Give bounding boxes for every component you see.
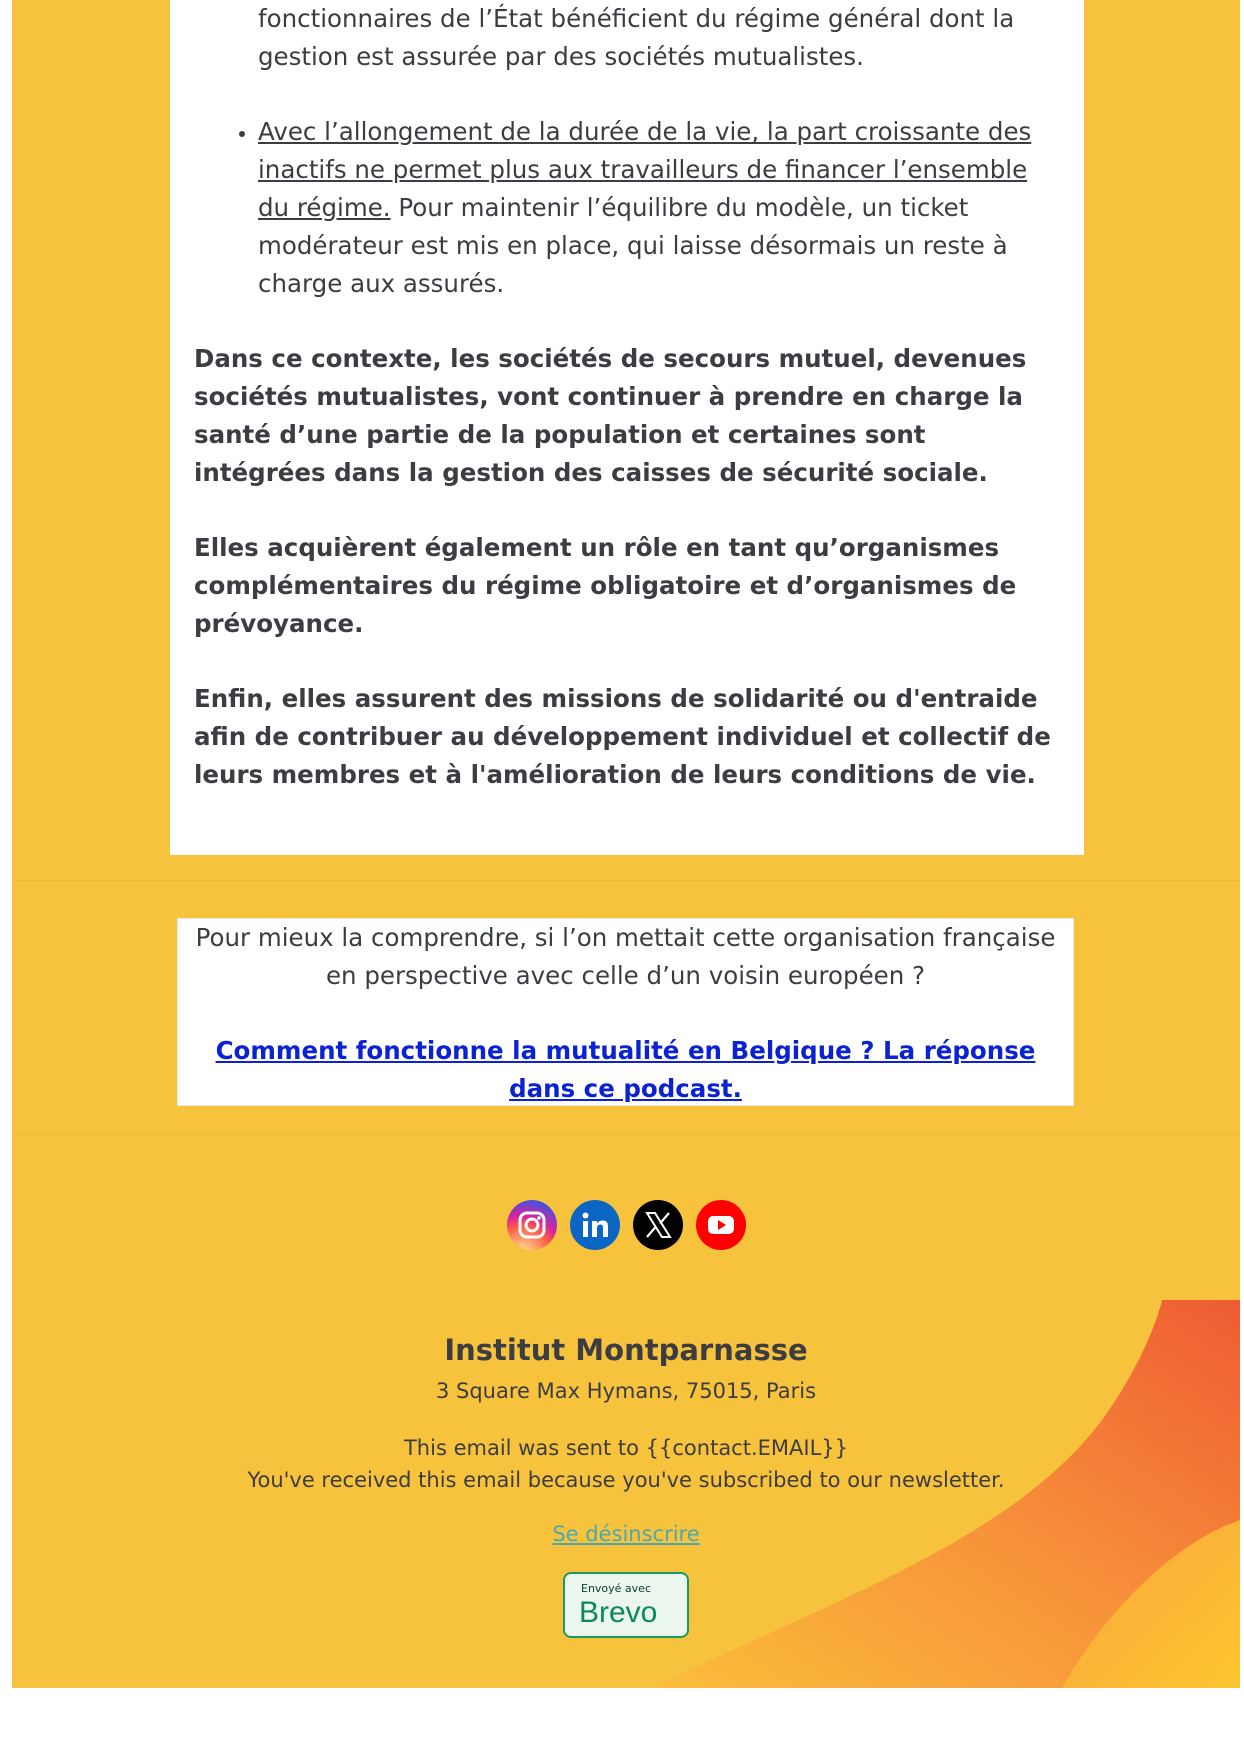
unsubscribe-link[interactable]: Se désinscrire [552,1522,700,1546]
subscription-reason: You've received this email because you've subscribed to our newsletter. [247,1468,1005,1492]
bullet-text: fonctionnaires de l’État bénéficient du régime général dont la gestion est assurée par des sociétés mutualistes. [258,4,1015,71]
sent-to-text: This email was sent to {{contact.EMAIL}} [403,1436,849,1460]
youtube-icon[interactable] [696,1200,746,1250]
podcast-link[interactable]: Comment fonctionne la mutualité en Belgique ? La réponse dans ce podcast. [215,1036,1036,1104]
article-card [170,0,1084,855]
paragraph: Elles acquièrent également un rôle en tant qu’organismes complémentaires du régime obligatoire et d’organismes de prévoyance. [194,533,1017,638]
promo-box [177,918,1074,1106]
footer [12,1330,1240,1642]
divider [12,880,1240,881]
article-bullet-list [194,0,1056,302]
list-item [258,0,1056,76]
list-item [258,113,1056,302]
organization-address: 3 Square Max Hymans, 75015, Paris [435,1379,817,1403]
organization-name: Institut Montparnasse [444,1333,808,1367]
social-links [12,1200,1240,1250]
sent-to-notice [12,1432,1240,1496]
paragraph: Enfin, elles assurent des missions de solidarité ou d'entraide afin de contribuer au développement individuel et collectif de leurs membres et à l'amélioration de leurs conditions de vie. [194,684,1051,789]
promo-text: Pour mieux la comprendre, si l’on mettait cette organisation française en perspective avec celle d’un voisin européen ? [195,923,1056,990]
x-twitter-icon[interactable] [633,1200,683,1250]
brevo-logo: Brevo [579,1596,658,1629]
instagram-icon[interactable] [507,1200,557,1250]
bullet-underlined-text: Avec l’allongement de la durée de la vie, la part croissante des inactifs ne permet plus aux travailleurs de financer l’ensemble du régime. [258,117,1032,222]
email-background [12,0,1240,1688]
brevo-badge[interactable] [563,1572,689,1638]
brevo-badge-caption: Envoyé avec [581,1582,652,1595]
bullet-text: Pour maintenir l’équilibre du modèle, un ticket modérateur est mis en place, qui laisse désormais un reste à charge aux assurés. [258,192,1008,298]
paragraph: Dans ce contexte, les sociétés de secours mutuel, devenues sociétés mutualistes, vont continuer à prendre en charge la santé d’une partie de la population et certaines sont intégrées dans la gestion des caisses de sécurité sociale. [194,344,1027,487]
linkedin-icon[interactable] [570,1200,620,1250]
divider [12,1134,1240,1135]
